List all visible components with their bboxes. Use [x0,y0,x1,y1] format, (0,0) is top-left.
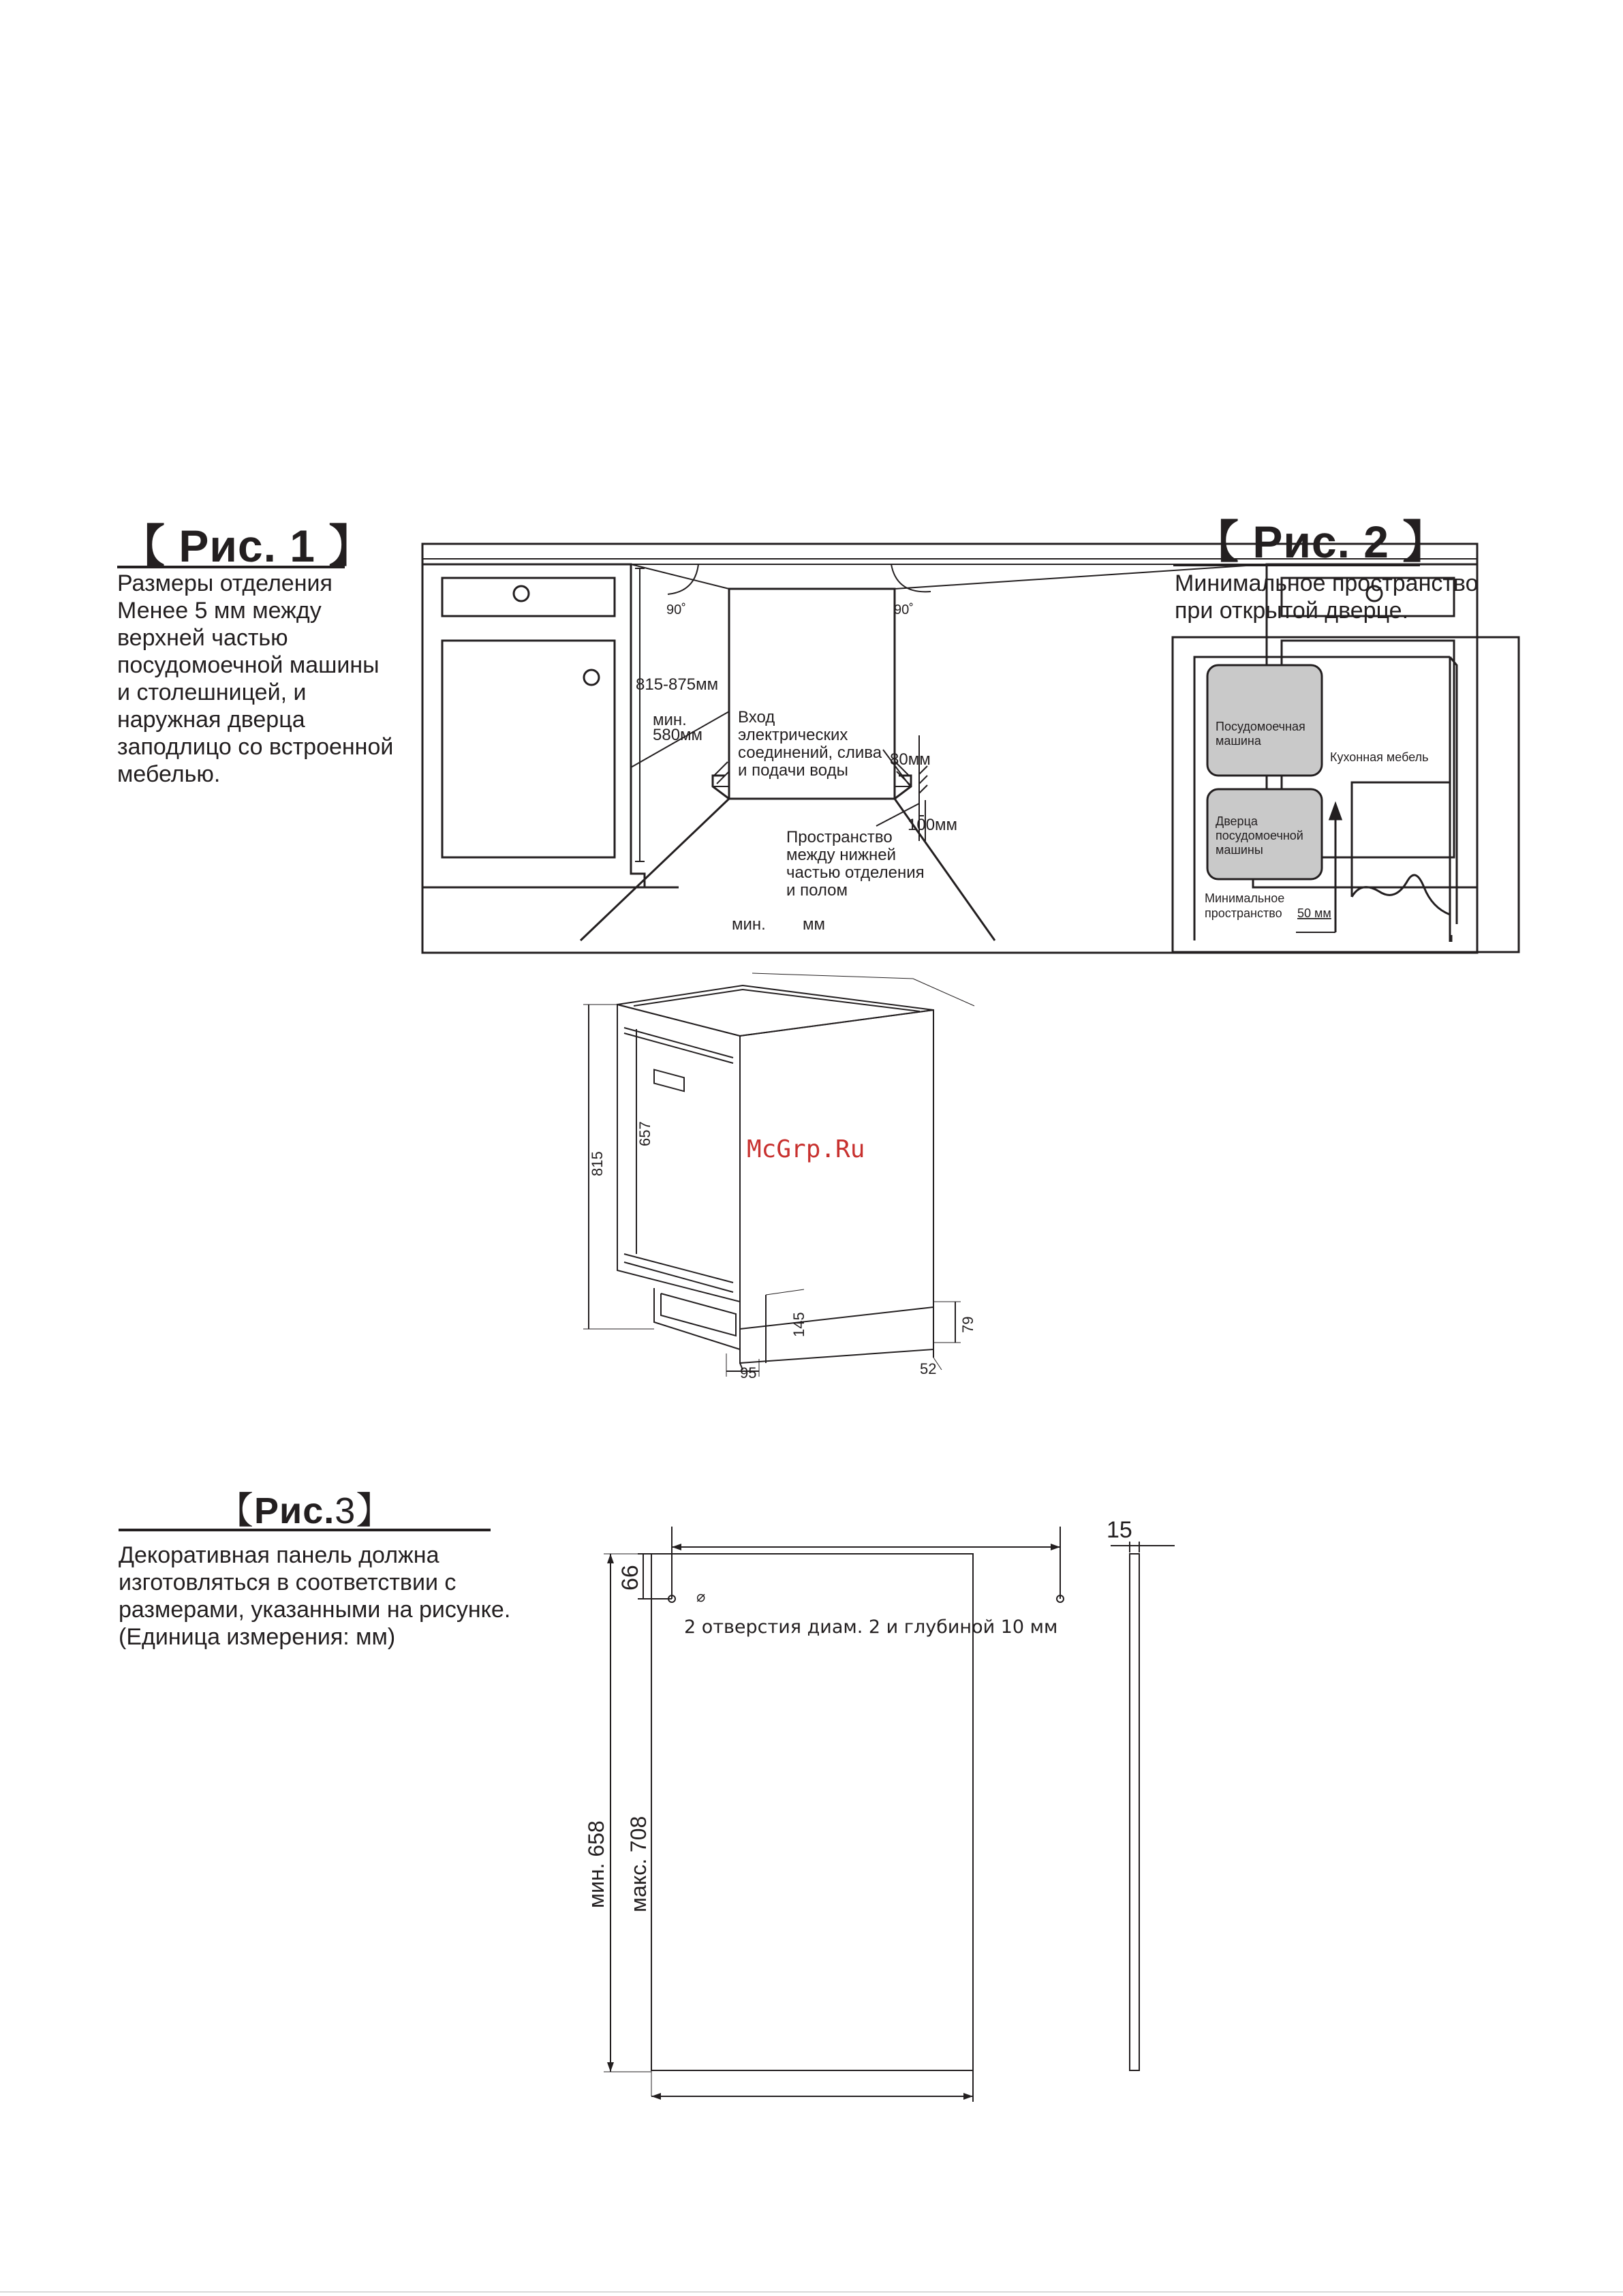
fig3-holes-label: 2 отверстия диам. 2 и глубиной 10 мм [684,1617,1058,1638]
fig2-min-space-label-1: Минимальное [1205,891,1285,905]
fig2-desc-line: при открытой дверце. [1175,598,1409,624]
fig2-dishwasher-label-1: Посудомоечная [1216,720,1305,733]
fig1-min-depth-label-b: мм [803,915,825,934]
fig2-arrow-icon [1330,804,1341,819]
fig1-space-label-1: Пространство [786,828,893,846]
fig1-left-door [442,641,615,857]
fig2-door-label-1: Дверца [1216,814,1258,828]
fig1-height-label: 815-875мм [636,675,719,694]
fig3-diameter-icon: ⌀ [696,1588,706,1605]
fig3-panel-profile [1130,1554,1139,2070]
fig1-desc-line: Размеры отделения [117,570,333,596]
fig3-dim-66: 66 [617,1565,643,1591]
fig3-title-word: Рис. [254,1490,335,1531]
fig2-door-label-3: машины [1216,843,1263,857]
fig1-desc-line: верхней частью [117,625,288,651]
fig2-title: 【 Рис. 2 】 [1194,517,1449,567]
fig1-left-cabinet [422,564,645,887]
fig1-min-depth-label-a: мин. [732,915,766,934]
fig3-title-bracket: 】 [356,1490,394,1531]
fig3-max-708: макс. 708 [626,1816,651,1912]
fig3-desc-line: (Единица измерения: мм) [119,1624,396,1650]
fig3-title [217,1482,393,1534]
fig1-inlet-label-3: соединений, слива [738,744,882,762]
fig1-min-width-label-2: 580мм [653,726,703,744]
fig2-desc-line: Минимальное пространство [1175,570,1479,596]
machine-dim-79: 79 [959,1316,976,1333]
fig1-desc-line: и столешницей, и [117,679,307,705]
machine-dim-95: 95 [740,1364,757,1381]
fig2-min-space-label-3: 50 мм [1297,906,1331,920]
machine-side [740,1010,933,1329]
machine-dim-815: 815 [589,1151,606,1176]
fig3-title-rule [119,1529,491,1531]
fig1-desc-line: наружная дверца [117,707,305,733]
machine-dim-657: 657 [636,1121,653,1146]
fig2-min-space-label-2: пространство [1205,906,1282,920]
watermark-text: McGrp.Ru [747,1135,865,1163]
fig3-dim-15: 15 [1107,1517,1132,1543]
fig1-space-label-4: и полом [786,881,848,900]
fig1-left-drawer-knob [514,586,529,601]
fig1-min-width-label-1: мин. [653,711,687,729]
fig3-desc-line: размерами, указанными на рисунке. [119,1597,511,1623]
fig2-door-label-2: посудомоечной [1216,829,1303,842]
fig2-dishwasher-label-2: машина [1216,734,1261,748]
fig3-panel-drawing [572,1499,1186,2113]
fig1-space-label-2: между нижней [786,846,897,864]
fig1-desc-line: Менее 5 мм между [117,598,322,624]
fig3-description [119,1542,510,1651]
fig1-title-rule [117,566,345,568]
fig1-desc-line: заподлицо со встроенной [117,734,394,760]
page-edge [0,2291,1623,2293]
fig3-title-num: 3 [335,1490,356,1531]
fig2-door-space-diagram [1171,635,1521,954]
fig1-description [117,570,393,788]
fig1-desc-line: посудомоечной машины [117,652,380,678]
fig1-inlet-label-1: Вход [738,708,775,726]
machine-dim-145: 145 [790,1312,807,1337]
fig1-angle-right: 90˚ [894,602,914,617]
fig1-dim-100: 100мм [908,816,958,834]
fig1-angle-left: 90˚ [666,602,686,617]
fig3-title-bracket: 【 [217,1490,254,1531]
fig3-desc-line: изготовляться в соответствии с [119,1570,457,1595]
fig2-description [1175,570,1479,624]
fig1-left-door-knob [584,670,599,685]
fig1-inlet-label-2: электрических [738,726,848,744]
fig1-title: 【 Рис. 1 】 [120,521,375,571]
fig1-dim-80: 80мм [890,750,931,769]
machine-dim-52: 52 [920,1360,937,1377]
fig2-furniture-label: Кухонная мебель [1330,750,1429,764]
machine-dimension-drawing [579,968,988,1397]
fig1-space-label-3: частью отделения [786,863,925,882]
fig1-inlet-label-4: и подачи воды [738,761,848,780]
fig3-desc-line: Декоративная панель должна [119,1542,439,1568]
fig2-title-rule [1173,564,1420,566]
fig1-desc-line: мебелью. [117,761,221,787]
fig3-min-658: мин. 658 [584,1820,608,1908]
